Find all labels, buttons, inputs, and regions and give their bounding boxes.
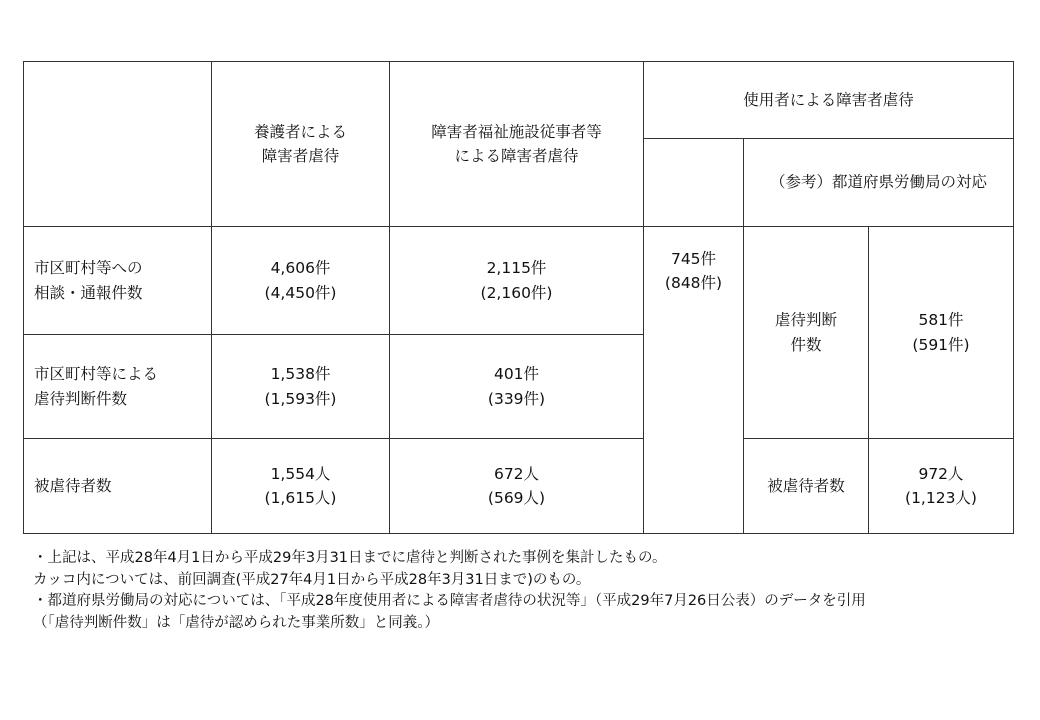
abuse-statistics-table: [23, 61, 1014, 534]
header-corner: [24, 62, 212, 227]
row-label-victims: 被虐待者数: [24, 439, 212, 534]
header-employer-sub-blank: [644, 139, 744, 227]
header-labor-bureau: （参考）都道府県労働局の対応: [744, 139, 1014, 227]
row-label-consultations: 市区町村等への 相談・通報件数: [24, 227, 212, 335]
cell-consult-guardian: 4,606件 (4,450件): [212, 227, 390, 335]
labor-victims-value: 972人 (1,123人): [869, 439, 1014, 534]
labor-victims-label: 被虐待者数: [744, 439, 869, 534]
cell-judged-facility: 401件 (339件): [390, 335, 644, 439]
cell-consult-facility: 2,115件 (2,160件): [390, 227, 644, 335]
footnote-line: カッコ内については、前回調査(平成27年4月1日から平成28年3月31日まで)のもの。: [33, 571, 591, 588]
footnote-line: （「虐待判断件数」は「虐待が認められた事業所数」と同義。）: [33, 614, 439, 631]
header-guardian-abuse: 養護者による 障害者虐待: [212, 62, 390, 227]
footnote-line: ・上記は、平成28年4月1日から平成29年3月31日までに虐待と判断された事例を集計したもの。: [33, 550, 667, 566]
row-label-judged-cases: 市区町村等による 虐待判断件数: [24, 335, 212, 439]
footnote-line: ・都道府県労働局の対応については、「平成28年度使用者による障害者虐待の状況等」（平成29年7月26日公表）のデータを引用: [33, 593, 866, 609]
header-employer-abuse: 使用者による障害者虐待: [644, 62, 1014, 139]
cell-victims-facility: 672人 (569人): [390, 439, 644, 534]
cell-victims-guardian: 1,554人 (1,615人): [212, 439, 390, 534]
footnotes: [33, 548, 866, 634]
cell-employer-consultations: 745件 (848件): [644, 227, 744, 534]
labor-judged-value: 581件 (591件): [869, 227, 1014, 439]
header-facility-abuse: 障害者福祉施設従事者等 による障害者虐待: [390, 62, 644, 227]
labor-judged-label: 虐待判断 件数: [744, 227, 869, 439]
cell-judged-guardian: 1,538件 (1,593件): [212, 335, 390, 439]
